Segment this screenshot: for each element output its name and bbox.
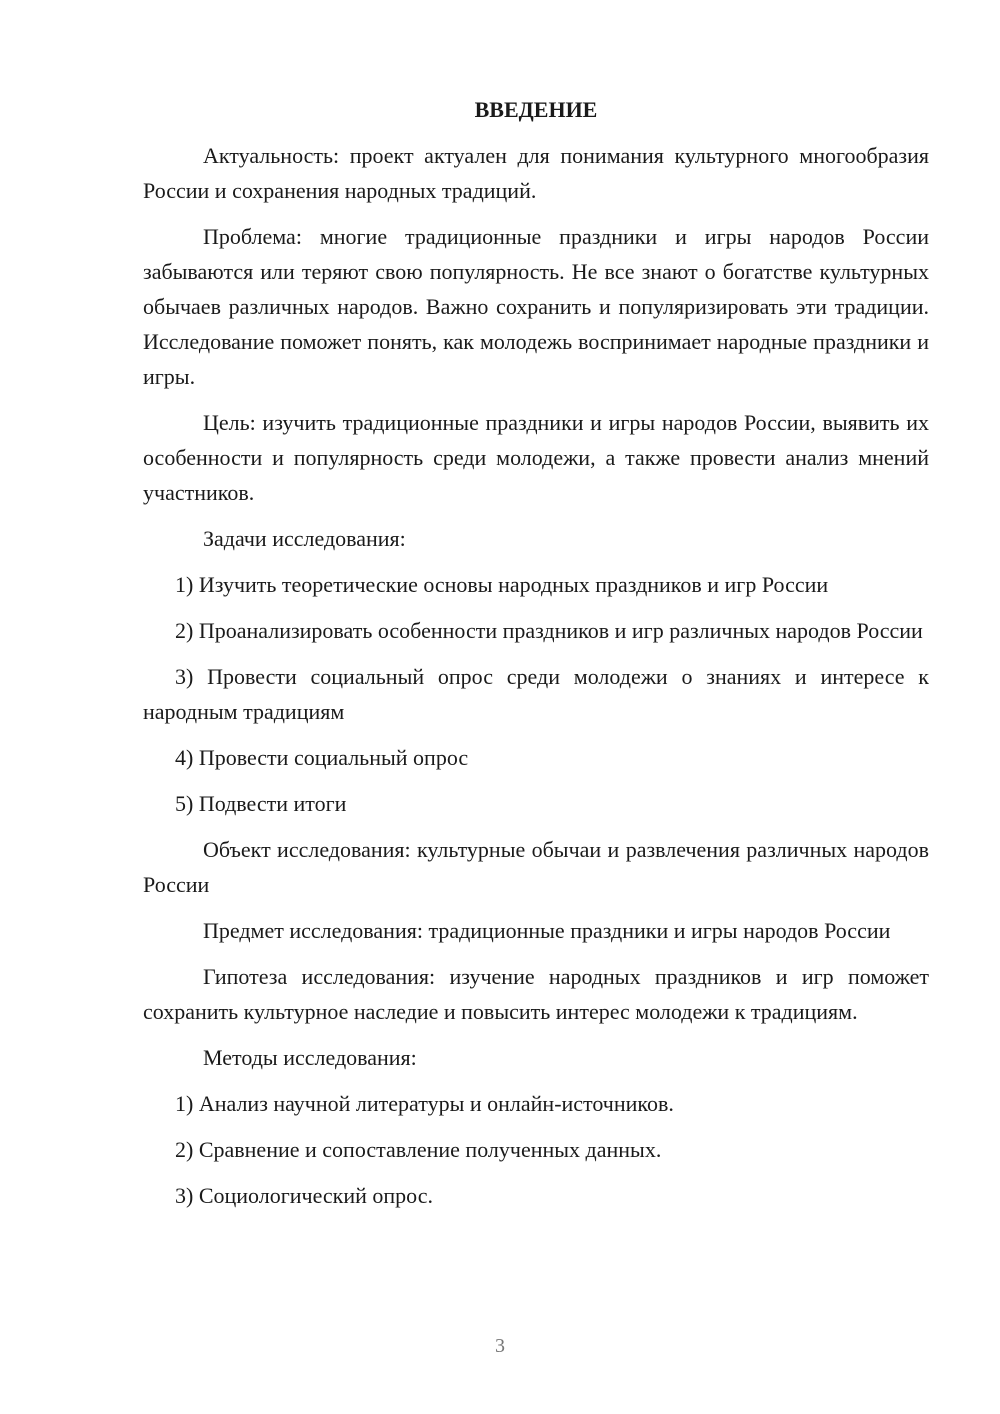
task-item-2: 2) Проанализировать особенности праздников и игр различных народов России xyxy=(175,618,923,643)
problem-paragraph: Проблема: многие традиционные праздники и игры народов России забываются или теряют свою популярность. Не все знают о богатстве культурных обычаев различных народов. Важно сохранить и популяризировать эти традиции. Исследование поможет понять, как молодежь воспринимает народные праздники и игры. xyxy=(143,224,929,389)
task-item-1: 1) Изучить теоретические основы народных праздников и игр России xyxy=(175,572,829,597)
goal-paragraph: Цель: изучить традиционные праздники и игры народов России, выявить их особенности и популярность среди молодежи, а также провести анализ мнений участников. xyxy=(143,410,929,505)
task-item-5: 5) Подвести итоги xyxy=(175,791,347,816)
methods-heading: Методы исследования: xyxy=(203,1045,417,1070)
page-number: 3 xyxy=(495,1335,505,1357)
page-content xyxy=(143,92,929,1224)
hypothesis-paragraph: Гипотеза исследования: изучение народных праздников и игр поможет сохранить культурное наследие и повысить интерес молодежи к традициям. xyxy=(143,964,929,1024)
tasks-heading: Задачи исследования: xyxy=(203,526,406,551)
method-item-1: 1) Анализ научной литературы и онлайн-источников. xyxy=(175,1091,674,1116)
relevance-paragraph: Актуальность: проект актуален для понимания культурного многообразия России и сохранения народных традиций. xyxy=(143,143,929,203)
task-item-3: 3) Провести социальный опрос среди молодежи о знаниях и интересе к народным традициям xyxy=(143,664,929,724)
method-item-2: 2) Сравнение и сопоставление полученных данных. xyxy=(175,1137,662,1162)
section-title: ВВЕДЕНИЕ xyxy=(474,97,598,122)
object-paragraph: Объект исследования: культурные обычаи и развлечения различных народов России xyxy=(143,837,929,897)
subject-paragraph: Предмет исследования: традиционные праздники и игры народов России xyxy=(203,918,891,943)
method-item-3: 3) Социологический опрос. xyxy=(175,1183,433,1208)
task-item-4: 4) Провести социальный опрос xyxy=(175,745,469,770)
